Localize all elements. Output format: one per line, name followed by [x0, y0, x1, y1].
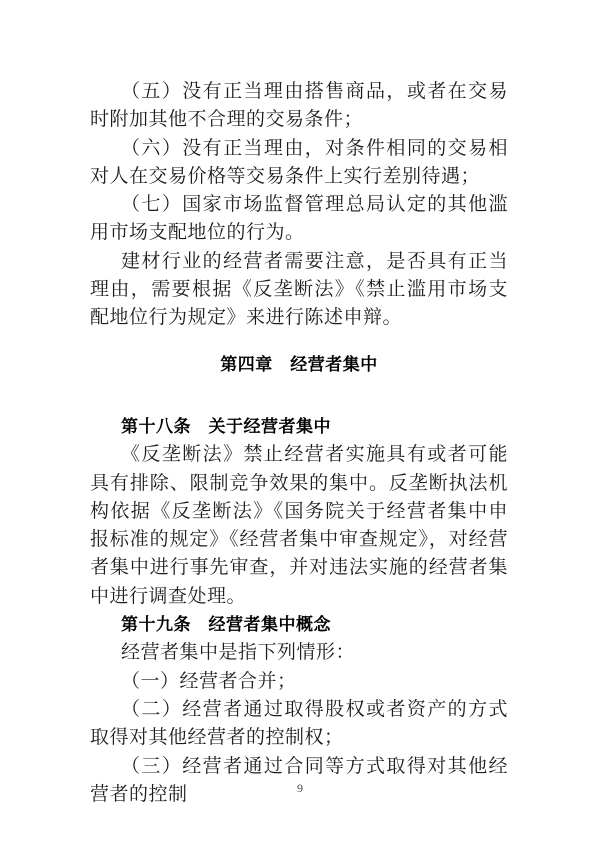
paragraph-industry-note: 建材行业的经营者需要注意，是否具有正当理由，需要根据《反垄断法》《禁止滥用市场支配地位行为规定》来进行陈述申辩。 — [90, 250, 508, 329]
article-19-heading: 第十九条 经营者集中概念 — [121, 615, 331, 635]
article-18-paragraph: 《反垄断法》禁止经营者实施具有或者可能具有排除、限制竞争效果的集中。反垄断执法机构依据《反垄断法》《国务院关于经营者集中申报标准的规定》《经营者集中审查规定》，对经营者集中进行事先审查，并对违法实施的经营者集中进行调查处理。 — [90, 444, 508, 607]
paragraph-item-6: （六）没有正当理由，对条件相同的交易相对人在交易价格等交易条件上实行差别待遇； — [90, 137, 508, 187]
paragraph-item-5: （五）没有正当理由搭售商品，或者在交易时附加其他不合理的交易条件； — [90, 81, 508, 131]
article-18-heading: 第十八条 关于经营者集中 — [121, 416, 331, 436]
text-block — [90, 78, 508, 809]
page-number: 9 — [297, 781, 303, 795]
article-19-item-3: （三）经营者通过合同等方式取得对其他经营者的控制 — [90, 755, 508, 805]
paragraph-item-7: （七）国家市场监督管理总局认定的其他滥用市场支配地位的行为。 — [90, 194, 508, 244]
article-19-paragraph-intro: 经营者集中是指下列情形： — [121, 642, 356, 664]
article-19-item-2: （二）经营者通过取得股权或者资产的方式取得对其他经营者的控制权； — [90, 698, 508, 749]
article-19-item-1: （一）经营者合并； — [121, 670, 297, 692]
chapter-heading: 第四章 经营者集中 — [220, 354, 378, 374]
